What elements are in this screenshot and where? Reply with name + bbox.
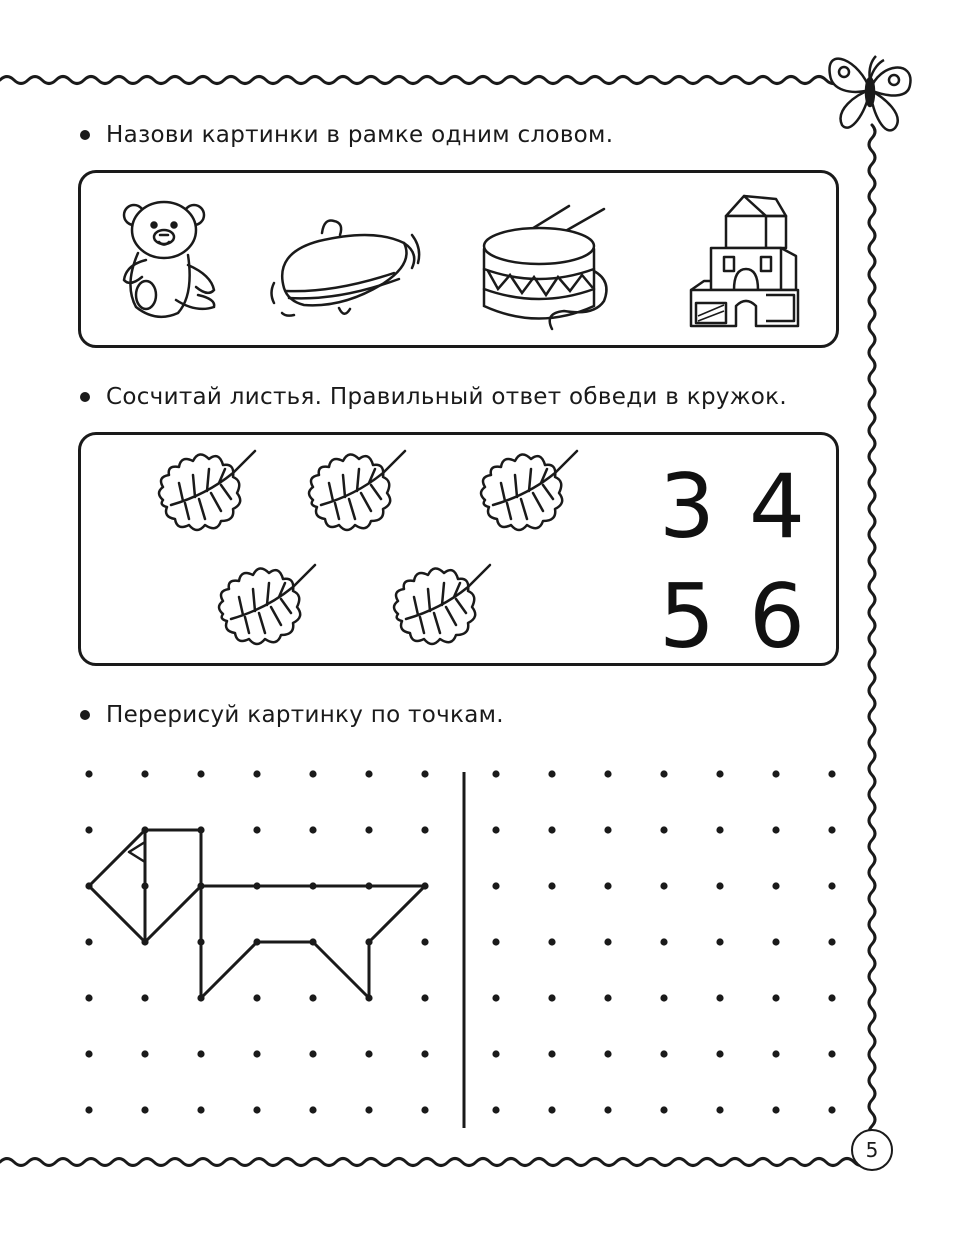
page-number (851, 1129, 893, 1171)
grid-dot (548, 938, 555, 945)
grid-dot (365, 1050, 372, 1057)
grid-dot (716, 826, 723, 833)
grid-dot (660, 770, 667, 777)
grid-dot (828, 1106, 835, 1113)
task-1-text: Назови картинки в рамке одним словом. (106, 122, 614, 148)
grid-dot (716, 1106, 723, 1113)
grid-dot (772, 882, 779, 889)
grid-dot (548, 1050, 555, 1057)
grid-dot (309, 994, 316, 1001)
grid-dot (772, 770, 779, 777)
grid-dot (604, 826, 611, 833)
answer-option-4[interactable]: 4 (749, 455, 805, 558)
page-number-text: 5 (865, 1138, 879, 1162)
grid-dot (197, 1050, 204, 1057)
grid-dot (828, 770, 835, 777)
grid-dot (492, 770, 499, 777)
grid-dot (660, 938, 667, 945)
grid-dot (716, 1050, 723, 1057)
grid-dot (421, 1050, 428, 1057)
dog-sample-drawing (89, 830, 425, 998)
grid-dot (660, 1106, 667, 1113)
task-3-text: Перерисуй картинку по точкам. (106, 702, 504, 728)
grid-dot (660, 882, 667, 889)
grid-dot (604, 994, 611, 1001)
grid-dot (85, 994, 92, 1001)
dot-grid-right[interactable] (492, 770, 835, 1113)
grid-dot (253, 826, 260, 833)
grid-dot (716, 938, 723, 945)
grid-dot (716, 770, 723, 777)
grid-dot (492, 994, 499, 1001)
grid-dot (828, 882, 835, 889)
grid-dot (548, 882, 555, 889)
answer-option-6[interactable]: 6 (749, 565, 805, 668)
grid-dot (716, 994, 723, 1001)
grid-dot (85, 1050, 92, 1057)
grid-dot (604, 882, 611, 889)
answer-option-3[interactable]: 3 (659, 455, 715, 558)
grid-dot (492, 938, 499, 945)
grid-dot (716, 882, 723, 889)
grid-dot (141, 770, 148, 777)
grid-dot (604, 938, 611, 945)
grid-dot (828, 938, 835, 945)
grid-dot (828, 994, 835, 1001)
grid-dot (660, 826, 667, 833)
grid-dot (309, 826, 316, 833)
grid-dot (548, 826, 555, 833)
grid-dot (421, 938, 428, 945)
grid-dot (365, 1106, 372, 1113)
grid-dot (548, 770, 555, 777)
grid-dot (421, 770, 428, 777)
grid-dot (421, 994, 428, 1001)
grid-dot (772, 938, 779, 945)
grid-dot (604, 770, 611, 777)
grid-dot (828, 826, 835, 833)
grid-dot (85, 938, 92, 945)
grid-dot (253, 1106, 260, 1113)
grid-dot (772, 994, 779, 1001)
grid-dot (492, 882, 499, 889)
grid-dot (604, 1050, 611, 1057)
grid-dot (772, 1050, 779, 1057)
grid-dot (365, 770, 372, 777)
grid-dot (141, 1106, 148, 1113)
grid-dot (492, 1106, 499, 1113)
grid-dot (85, 1106, 92, 1113)
grid-dot (197, 770, 204, 777)
grid-dot (365, 826, 372, 833)
grid-dot (85, 826, 92, 833)
grid-dot (309, 1106, 316, 1113)
grid-dot (548, 994, 555, 1001)
grid-dot (772, 1106, 779, 1113)
grid-dot (253, 770, 260, 777)
grid-dot (309, 770, 316, 777)
grid-dot (492, 826, 499, 833)
grid-dot (604, 1106, 611, 1113)
grid-dot (309, 1050, 316, 1057)
grid-dot (660, 994, 667, 1001)
grid-dot (548, 1106, 555, 1113)
grid-dot (85, 770, 92, 777)
grid-dot (253, 994, 260, 1001)
grid-dot (253, 1050, 260, 1057)
grid-dot (828, 1050, 835, 1057)
answer-option-5[interactable]: 5 (659, 565, 715, 668)
grid-dot (421, 1106, 428, 1113)
grid-dot (197, 1106, 204, 1113)
grid-dot (421, 826, 428, 833)
task-2-text: Сосчитай листья. Правильный ответ обведи в кружок. (106, 384, 787, 410)
grid-dot (772, 826, 779, 833)
grid-dot (141, 1050, 148, 1057)
grid-dot (660, 1050, 667, 1057)
grid-dot (141, 994, 148, 1001)
grid-dot (492, 1050, 499, 1057)
